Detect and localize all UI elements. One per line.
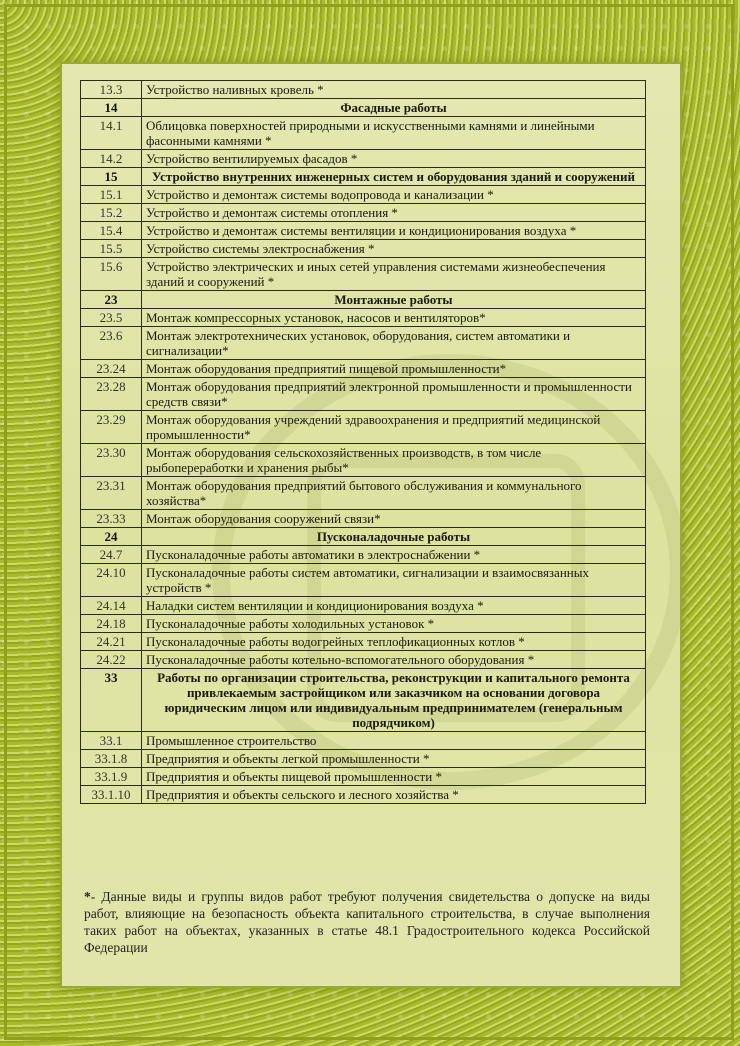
- work-code: 33.1.10: [81, 786, 142, 804]
- footnote-text: - Данные виды и группы видов работ требуют получения свидетельства о допуске на виды работ, влияющие на безопасность объекта капитального строительства, в случае выполнения таких работ на объектах, указанных в статье 48.1 Градостроительного кодекса Российской Федерации: [84, 889, 650, 955]
- work-title: Наладки систем вентиляции и кондиционирования воздуха *: [142, 597, 646, 615]
- table-row: [81, 546, 646, 564]
- work-title: Монтаж оборудования сооружений связи*: [142, 510, 646, 528]
- work-code: 33.1.8: [81, 750, 142, 768]
- work-title: Пусконаладочные работы холодильных установок *: [142, 615, 646, 633]
- section-row: [81, 291, 646, 309]
- work-title: Монтаж оборудования сельскохозяйственных производств, в том числе рыбопереработки и хранения рыбы*: [142, 444, 646, 477]
- work-title: Устройство электрических и иных сетей управления системами жизнеобеспечения зданий и сооружений *: [142, 258, 646, 291]
- work-title: Устройство внутренних инженерных систем и оборудования зданий и сооружений: [142, 168, 646, 186]
- work-title: Пусконаладочные работы: [142, 528, 646, 546]
- work-title: Пусконаладочные работы водогрейных теплофикационных котлов *: [142, 633, 646, 651]
- work-code: 23.6: [81, 327, 142, 360]
- table-row: [81, 633, 646, 651]
- work-code: 15.4: [81, 222, 142, 240]
- work-title: Монтаж оборудования предприятий пищевой промышленности*: [142, 360, 646, 378]
- work-title: Пусконаладочные работы автоматики в электроснабжении *: [142, 546, 646, 564]
- work-title: Пусконаладочные работы систем автоматики, сигнализации и взаимосвязанных устройств *: [142, 564, 646, 597]
- work-code: 15.5: [81, 240, 142, 258]
- work-code: 23.28: [81, 378, 142, 411]
- work-code: 14: [81, 99, 142, 117]
- work-code: 15.2: [81, 204, 142, 222]
- work-title: Предприятия и объекты сельского и лесного хозяйства *: [142, 786, 646, 804]
- work-code: 23.31: [81, 477, 142, 510]
- section-row: [81, 99, 646, 117]
- work-code: 23.30: [81, 444, 142, 477]
- table-row: [81, 204, 646, 222]
- table-row: [81, 327, 646, 360]
- table-row: [81, 240, 646, 258]
- work-title: Монтаж оборудования учреждений здравоохранения и предприятий медицинской промышленности*: [142, 411, 646, 444]
- work-code: 24: [81, 528, 142, 546]
- work-code: 24.18: [81, 615, 142, 633]
- work-title: Устройство и демонтаж системы водопровода и канализации *: [142, 186, 646, 204]
- table-row: [81, 444, 646, 477]
- work-title: Фасадные работы: [142, 99, 646, 117]
- work-title: Устройство системы электроснабжения *: [142, 240, 646, 258]
- work-code: 33.1: [81, 732, 142, 750]
- table-row: [81, 768, 646, 786]
- section-row: [81, 168, 646, 186]
- work-title: Устройство вентилируемых фасадов *: [142, 150, 646, 168]
- table-row: [81, 786, 646, 804]
- table-row: [81, 309, 646, 327]
- table-row: [81, 597, 646, 615]
- work-code: 24.14: [81, 597, 142, 615]
- works-table: [80, 80, 646, 804]
- work-title: Устройство наливных кровель *: [142, 81, 646, 99]
- work-title: Монтаж оборудования предприятий бытового обслуживания и коммунального хозяйства*: [142, 477, 646, 510]
- table-row: [81, 750, 646, 768]
- work-code: 24.21: [81, 633, 142, 651]
- work-code: 33.1.9: [81, 768, 142, 786]
- work-code: 23.33: [81, 510, 142, 528]
- table-row: [81, 81, 646, 99]
- work-title: Работы по организации строительства, реконструкции и капитального ремонта привлекаемым застройщиком или заказчиком на основании договора юридическим лицом или индивидуальным предпринимателем (генеральным подрядчиком): [142, 669, 646, 732]
- table-row: [81, 564, 646, 597]
- table-row: [81, 378, 646, 411]
- work-code: 15.6: [81, 258, 142, 291]
- table-row: [81, 186, 646, 204]
- work-code: 24.7: [81, 546, 142, 564]
- work-code: 23.29: [81, 411, 142, 444]
- work-code: 23: [81, 291, 142, 309]
- table-row: [81, 150, 646, 168]
- work-code: 14.2: [81, 150, 142, 168]
- table-row: [81, 615, 646, 633]
- work-title: Предприятия и объекты пищевой промышленности *: [142, 768, 646, 786]
- table-row: [81, 222, 646, 240]
- table-row: [81, 732, 646, 750]
- work-title: Монтаж электротехнических установок, оборудования, систем автоматики и сигнализации*: [142, 327, 646, 360]
- work-code: 15: [81, 168, 142, 186]
- table-row: [81, 360, 646, 378]
- work-code: 15.1: [81, 186, 142, 204]
- work-title: Промышленное строительство: [142, 732, 646, 750]
- work-title: Облицовка поверхностей природными и искусственными камнями и линейными фасонными камнями *: [142, 117, 646, 150]
- work-title: Устройство и демонтаж системы вентиляции и кондиционирования воздуха *: [142, 222, 646, 240]
- work-title: Монтажные работы: [142, 291, 646, 309]
- work-code: 14.1: [81, 117, 142, 150]
- work-code: 23.5: [81, 309, 142, 327]
- table-row: [81, 117, 646, 150]
- work-code: 24.22: [81, 651, 142, 669]
- footnote: [84, 888, 650, 956]
- work-title: Пусконаладочные работы котельно-вспомогательного оборудования *: [142, 651, 646, 669]
- table-row: [81, 651, 646, 669]
- work-title: Предприятия и объекты легкой промышленности *: [142, 750, 646, 768]
- section-row: [81, 669, 646, 732]
- work-code: 13.3: [81, 81, 142, 99]
- table-row: [81, 510, 646, 528]
- work-title: Монтаж оборудования предприятий электронной промышленности и промышленности средств связи*: [142, 378, 646, 411]
- work-title: Монтаж компрессорных установок, насосов и вентиляторов*: [142, 309, 646, 327]
- work-code: 23.24: [81, 360, 142, 378]
- section-row: [81, 528, 646, 546]
- works-table-body: [81, 81, 646, 804]
- footnote-star: *: [84, 889, 91, 904]
- work-code: 24.10: [81, 564, 142, 597]
- work-code: 33: [81, 669, 142, 732]
- table-row: [81, 477, 646, 510]
- table-row: [81, 258, 646, 291]
- work-title: Устройство и демонтаж системы отопления *: [142, 204, 646, 222]
- table-row: [81, 411, 646, 444]
